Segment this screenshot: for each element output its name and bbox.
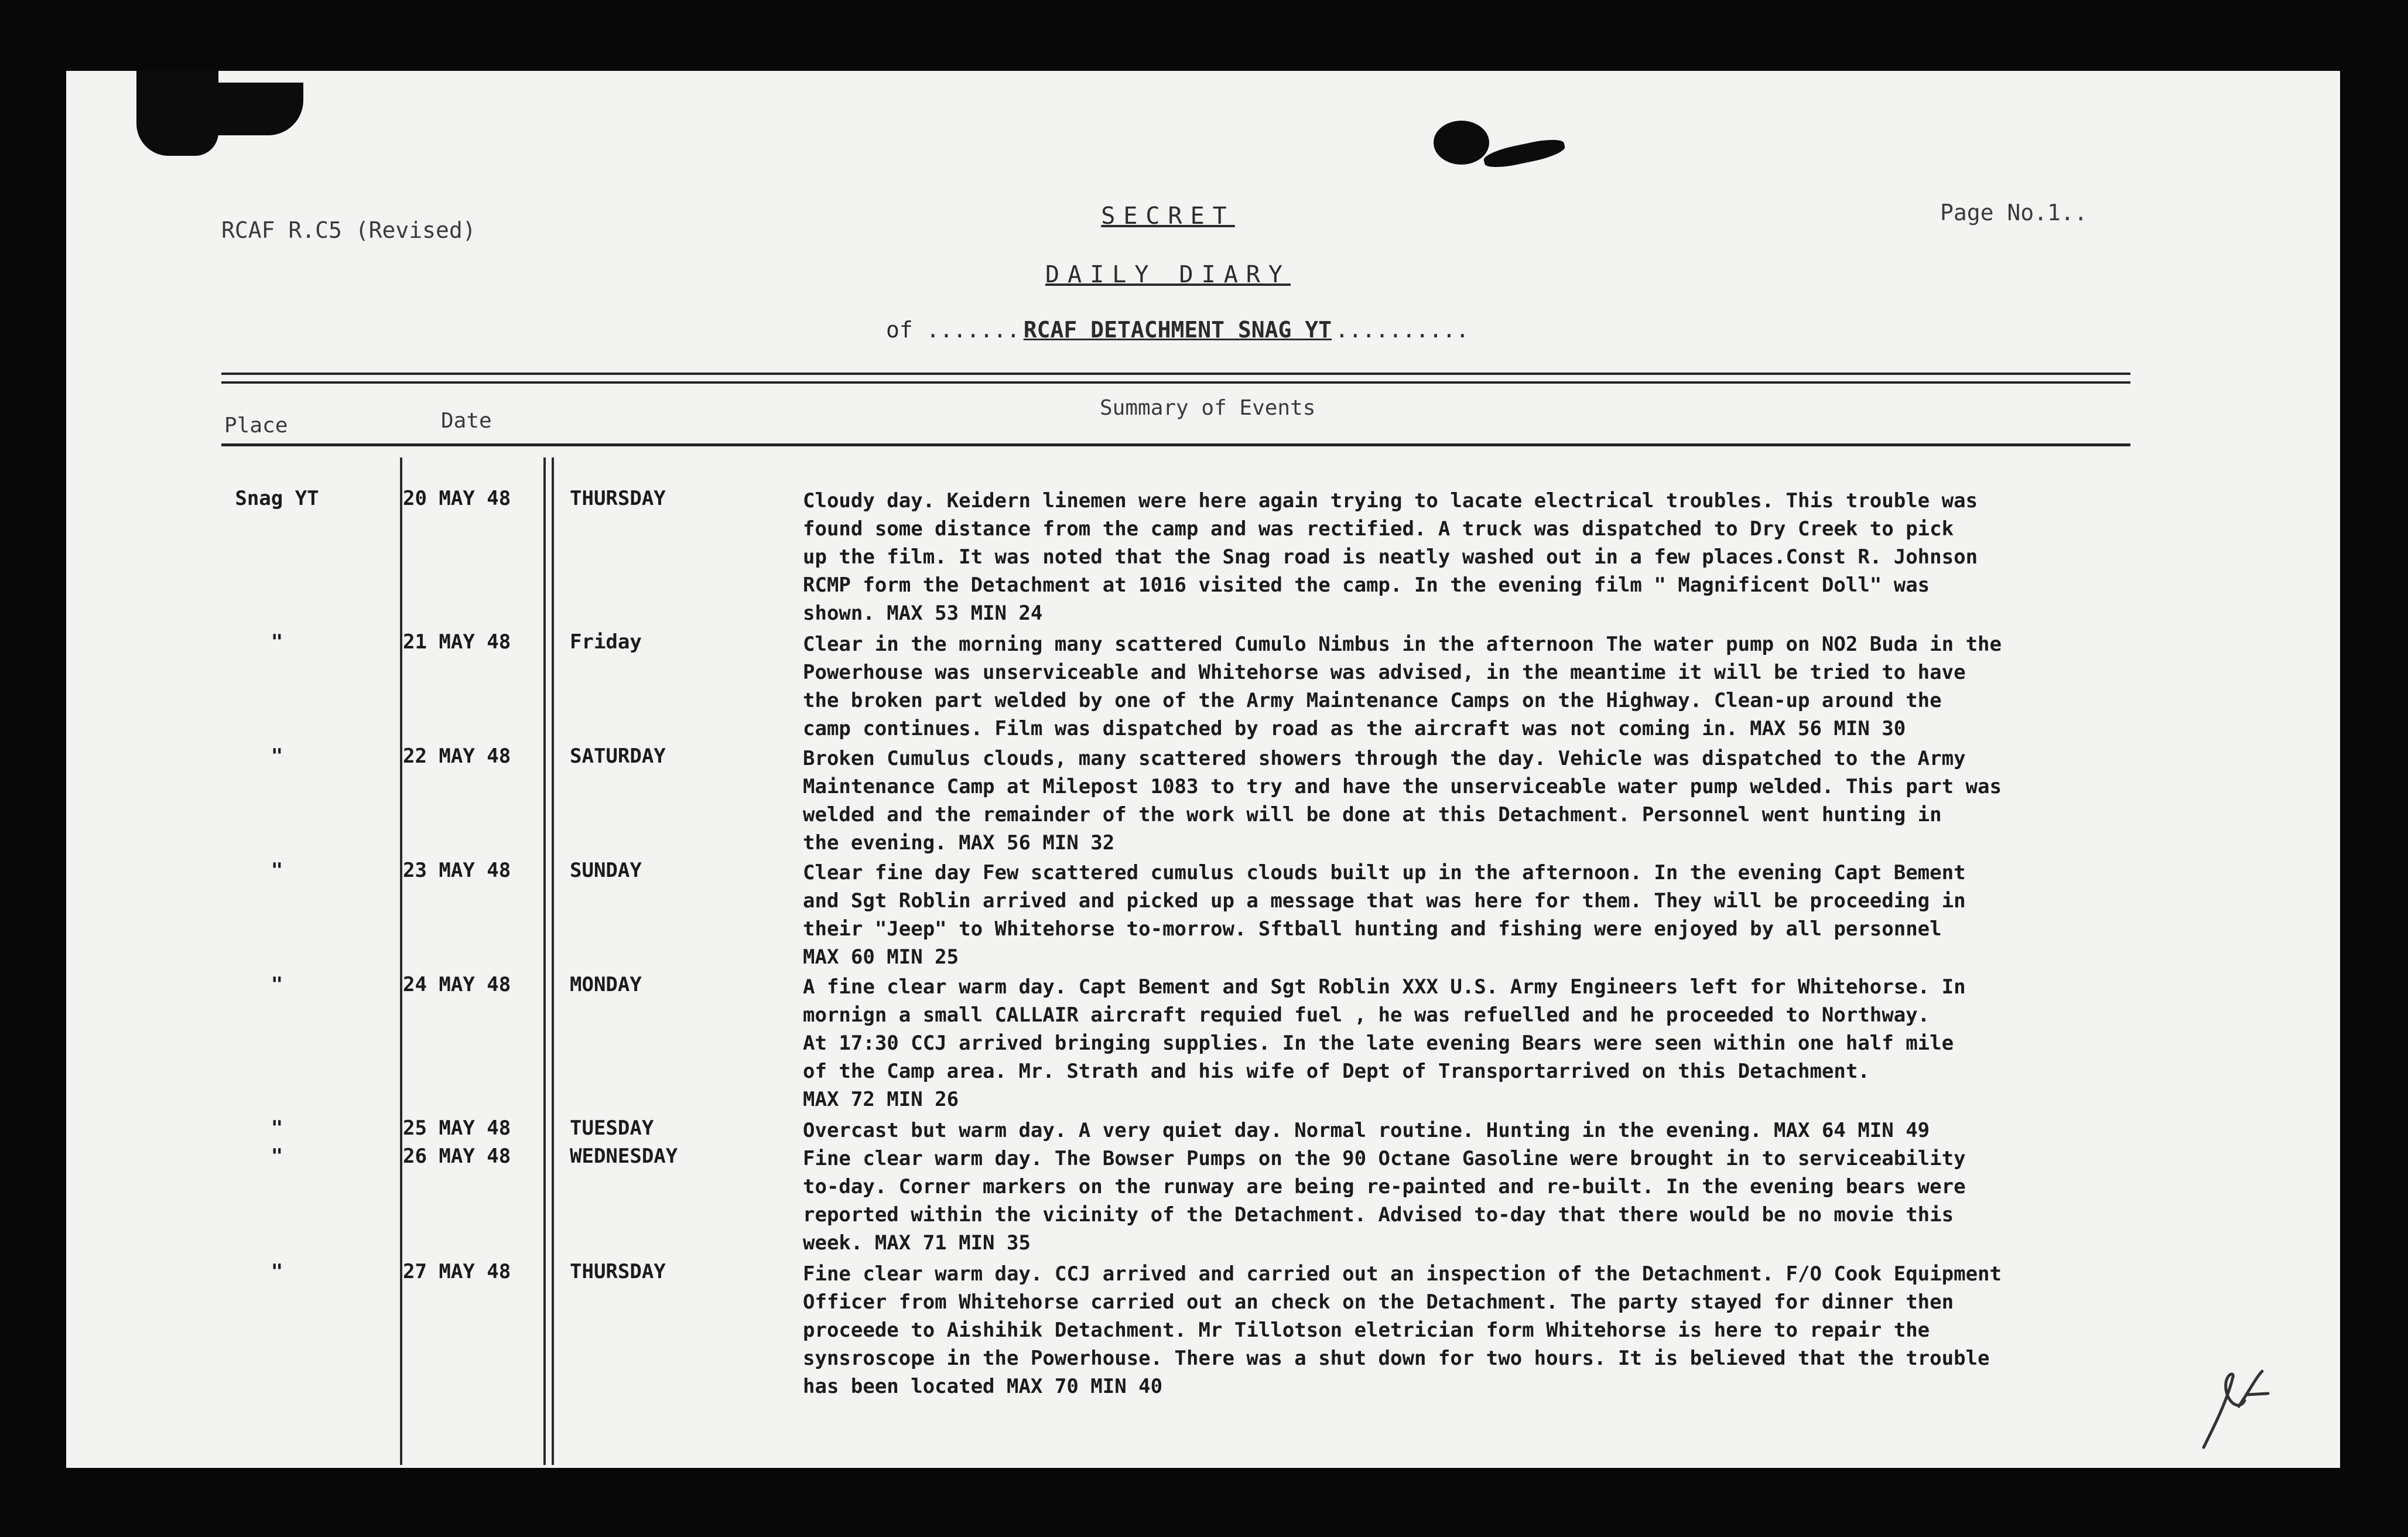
form-number: RCAF R.C5 (Revised) bbox=[221, 217, 476, 243]
entry-date: 22 MAY 48 bbox=[403, 744, 511, 768]
entry-day: SATURDAY bbox=[570, 744, 666, 768]
ink-blot-top-middle-2 bbox=[1482, 136, 1566, 171]
entry-day: TUESDAY bbox=[570, 1116, 654, 1140]
entry-place: " bbox=[271, 1260, 283, 1283]
entry-place: " bbox=[271, 1145, 283, 1168]
summary-line: Maintenance Camp at Milepost 1083 to try and have the unserviceable water pump welded. This part was bbox=[803, 775, 2002, 798]
unit-name: RCAF DETACHMENT SNAG YT bbox=[1023, 317, 1332, 343]
entry-date: 26 MAY 48 bbox=[403, 1145, 511, 1168]
page-number: 1.. bbox=[2047, 200, 2088, 226]
summary-line: Clear fine day Few scattered cumulus clouds built up in the afternoon. In the evening Capt Bement bbox=[803, 861, 1966, 884]
summary-line: Overcast but warm day. A very quiet day. Normal routine. Hunting in the evening. MAX 64 MIN 49 bbox=[803, 1119, 1930, 1142]
entry-day: THURSDAY bbox=[570, 487, 666, 510]
summary-line: the evening. MAX 56 MIN 32 bbox=[803, 831, 1115, 855]
of-label: of bbox=[886, 317, 913, 343]
summary-line: MAX 72 MIN 26 bbox=[803, 1088, 959, 1111]
summary-line: Broken Cumulus clouds, many scattered showers through the day. Vehicle was dispatched to the Army bbox=[803, 747, 1966, 770]
summary-line: up the film. It was noted that the Snag road is neatly washed out in a few places.Const R. Johnson bbox=[803, 545, 1978, 569]
entry-day: Friday bbox=[570, 630, 642, 654]
diary-page bbox=[66, 71, 2340, 1468]
summary-line: to-day. Corner markers on the runway are being re-painted and re-built. In the evening bears were bbox=[803, 1175, 1966, 1198]
header-double-rule-top bbox=[221, 373, 2130, 375]
diary-title: DAILY DIARY bbox=[1045, 261, 1291, 288]
summary-line: has been located MAX 70 MIN 40 bbox=[803, 1375, 1163, 1398]
ink-blot-top-left-2 bbox=[186, 83, 303, 135]
ink-blot-top-middle bbox=[1434, 121, 1489, 165]
summary-line: mornign a small CALLAIR aircraft requied fuel , he was refuelled and he proceeded to Northway. bbox=[803, 1003, 1930, 1027]
entry-date: 20 MAY 48 bbox=[403, 487, 511, 510]
column-header-date: Date bbox=[441, 409, 492, 433]
entry-date: 23 MAY 48 bbox=[403, 859, 511, 882]
column-header-summary: Summary of Events bbox=[1100, 396, 1316, 420]
summary-line: proceede to Aishihik Detachment. Mr Tillotson eletrician form Whitehorse is here to repair the bbox=[803, 1319, 1930, 1342]
entry-summary bbox=[803, 744, 2302, 857]
summary-line: reported within the vicinity of the Detachment. Advised to-day that there would be no movie this bbox=[803, 1203, 1954, 1227]
entry-date: 21 MAY 48 bbox=[403, 630, 511, 654]
entry-summary bbox=[803, 1116, 2302, 1145]
column-divider-date-day bbox=[543, 457, 546, 1465]
summary-line: found some distance from the camp and was rectified. A truck was dispatched to Dry Creek to pick bbox=[803, 517, 1954, 541]
summary-line: At 17:30 CCJ arrived bringing supplies. In the late evening Bears were seen within one half mile bbox=[803, 1032, 1954, 1055]
unit-line: of ....... RCAF DETACHMENT SNAG YT .......... bbox=[886, 317, 1469, 343]
classification-title: SECRET bbox=[1101, 203, 1235, 230]
entry-summary bbox=[803, 973, 2302, 1114]
entry-place: Snag YT bbox=[235, 487, 319, 510]
summary-line: A fine clear warm day. Capt Bement and Sgt Roblin XXX U.S. Army Engineers left for Whitehorse. In bbox=[803, 975, 1966, 999]
entry-day: SUNDAY bbox=[570, 859, 642, 882]
summary-line: camp continues. Film was dispatched by road as the aircraft was not coming in. MAX 56 MIN 30 bbox=[803, 717, 1906, 740]
summary-line: the broken part welded by one of the Army Maintenance Camps on the Highway. Clean-up around the bbox=[803, 689, 1942, 712]
summary-line: Clear in the morning many scattered Cumulo Nimbus in the afternoon The water pump on NO2 Buda in the bbox=[803, 633, 2002, 656]
entry-summary bbox=[803, 859, 2302, 971]
entry-place: " bbox=[271, 1116, 283, 1140]
summary-line: Fine clear warm day. CCJ arrived and carried out an inspection of the Detachment. F/O Cook Equipment bbox=[803, 1262, 2002, 1286]
entry-summary bbox=[803, 1145, 2302, 1257]
summary-line: and Sgt Roblin arrived and picked up a message that was here for them. They will be proceeding in bbox=[803, 889, 1966, 913]
summary-line: shown. MAX 53 MIN 24 bbox=[803, 602, 1043, 625]
summary-line: MAX 60 MIN 25 bbox=[803, 945, 959, 969]
page-number-field bbox=[1940, 200, 2088, 226]
summary-line: of the Camp area. Mr. Strath and his wife of Dept of Transportarrived on this Detachment. bbox=[803, 1060, 1870, 1083]
column-header-place: Place bbox=[224, 414, 288, 438]
page-label: Page No. bbox=[1940, 200, 2048, 226]
summary-line: synsroscope in the Powerhouse. There was a shut down for two hours. It is believed that the trouble bbox=[803, 1347, 1990, 1370]
summary-line: week. MAX 71 MIN 35 bbox=[803, 1231, 1031, 1255]
entry-place: " bbox=[271, 630, 283, 654]
entry-place: " bbox=[271, 744, 283, 768]
summary-line: Fine clear warm day. The Bowser Pumps on the 90 Octane Gasoline were brought in to serviceability bbox=[803, 1147, 1966, 1170]
entry-date: 27 MAY 48 bbox=[403, 1260, 511, 1283]
column-header-rule bbox=[221, 443, 2130, 446]
entry-place: " bbox=[271, 973, 283, 996]
entry-summary bbox=[803, 1260, 2302, 1401]
entry-day: THURSDAY bbox=[570, 1260, 666, 1283]
entry-date: 24 MAY 48 bbox=[403, 973, 511, 996]
summary-line: Cloudy day. Keidern linemen were here again trying to lacate electrical troubles. This trouble was bbox=[803, 489, 1978, 513]
summary-line: Powerhouse was unserviceable and Whitehorse was advised, in the meantime it will be tried to have bbox=[803, 661, 1966, 684]
summary-line: Officer from Whitehorse carried out an check on the Detachment. The party stayed for dinner then bbox=[803, 1290, 1954, 1314]
summary-line: RCMP form the Detachment at 1016 visited the camp. In the evening film " Magnificent Doll" was bbox=[803, 573, 1930, 597]
entry-summary bbox=[803, 630, 2302, 743]
summary-line: their "Jeep" to Whitehorse to-morrow. Sftball hunting and fishing were enjoyed by all personnel bbox=[803, 917, 1942, 941]
entry-place: " bbox=[271, 859, 283, 882]
entry-summary bbox=[803, 487, 2302, 627]
entry-day: MONDAY bbox=[570, 973, 642, 996]
header-double-rule-bottom bbox=[221, 381, 2130, 384]
column-divider-place-date bbox=[400, 457, 402, 1465]
column-divider-date-day-2 bbox=[552, 457, 554, 1465]
summary-line: welded and the remainder of the work will be done at this Detachment. Personnel went hunting in bbox=[803, 803, 1942, 826]
entry-day: WEDNESDAY bbox=[570, 1145, 678, 1168]
handwritten-initials-icon bbox=[2198, 1365, 2274, 1453]
entry-date: 25 MAY 48 bbox=[403, 1116, 511, 1140]
